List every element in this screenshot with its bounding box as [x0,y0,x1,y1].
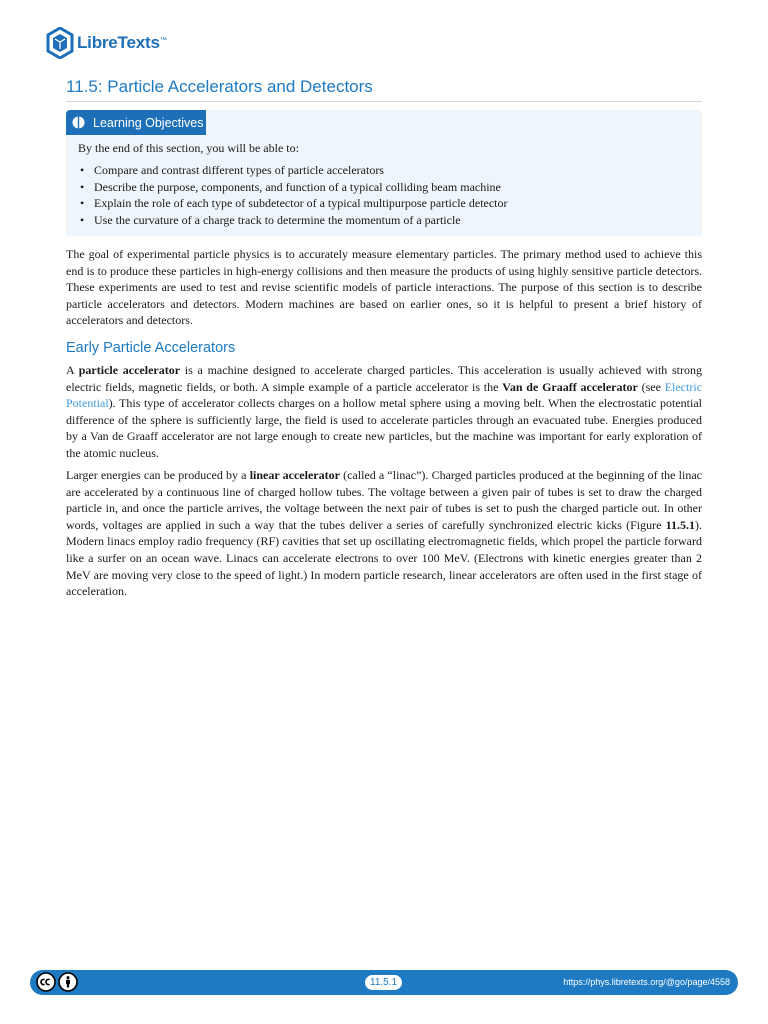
cc-license[interactable] [36,972,78,992]
list-item: • Describe the purpose, components, and function of a typical colliding beam machine [78,179,508,196]
page-footer [30,970,738,995]
learning-objectives-box [66,110,702,236]
attribution-icon [58,972,78,992]
libretexts-logo[interactable] [46,27,167,59]
footer-url-link[interactable]: https://phys.libretexts.org/@go/page/4558 [563,977,730,987]
lightbulb-icon [72,116,85,129]
learning-objectives-header [66,110,206,135]
section-paragraph-1: A particle accelerator is a machine designed to accelerate charged particles. This acceleration is usually achieved with strong electric fields, magnetic fields, or both. A simple example of a particle accelerator is the Van de Graaff accelerator (see Electric Potential). This type of accelerator collects charges on a hollow metal sphere using a moving belt. When the electrostatic potential difference of the sphere is sufficiently large, the field is used to accelerate particles through an evacuated tube. Energies produced by a Van de Graaff accelerator are not large enough to create new particles, but the machine was important for early exploration of the atomic nucleus. [66,363,703,460]
intro-paragraph: The goal of experimental particle physics is to accurately measure elementary particles. The primary method used to achieve this end is to produce these particles in high-energy collisions and then measure the products of using highly sensitive particle detectors. These experiments are used to test and revise scientific models of particle interactions. The purpose of this section is to describe particle accelerators and detectors. Modern machines are based on earlier ones, so it is helpful to present a brief history of accelerators and detectors. [66,247,702,328]
page-title: 11.5: Particle Accelerators and Detectors [66,77,702,102]
list-item: • Compare and contrast different types of particle accelerators [78,162,508,179]
creative-commons-icon [36,972,56,992]
logo-text: LibreTexts™ [77,33,167,52]
learning-objectives-label: Learning Objectives [93,115,204,130]
section-paragraph-2: Larger energies can be produced by a linear accelerator (called a “linac”). Charged particles produced at the beginning of the linac are accelerated by a continuous line of charged hollow tubes. The voltage between a given pair of tubes is set to draw the charged particle in, and once the particle arrives, the voltage between the next pair of tubes is set to push the charged particle out. In other words, voltages are applied in such a way that the tubes deliver a series of carefully synchronized electric kicks (Figure 11.5.1). Modern linacs employ radio frequency (RF) cavities that set up oscillating electromagnetic fields, which propel the particle forward like a surfer on an ocean wave. Linacs can accelerate electrons to over 100 MeV. (Electrons with kinetic energies greater than 2 MeV are moving very close to the speed of light.) In modern particle research, linear accelerators are often used in the first stage of acceleration. [66,468,702,599]
list-item: • Explain the role of each type of subdetector of a typical multipurpose particle detector [78,195,508,212]
section-heading: Early Particle Accelerators [66,340,236,356]
libretexts-logo-icon [46,27,74,59]
learning-objectives-intro: By the end of this section, you will be able to: [78,141,299,155]
learning-objectives-list [78,162,508,228]
electric-potential-link[interactable]: Electric Potential [66,379,702,411]
list-item: • Use the curvature of a charge track to determine the momentum of a particle [78,212,508,229]
page-number-badge: 11.5.1 [365,975,402,990]
